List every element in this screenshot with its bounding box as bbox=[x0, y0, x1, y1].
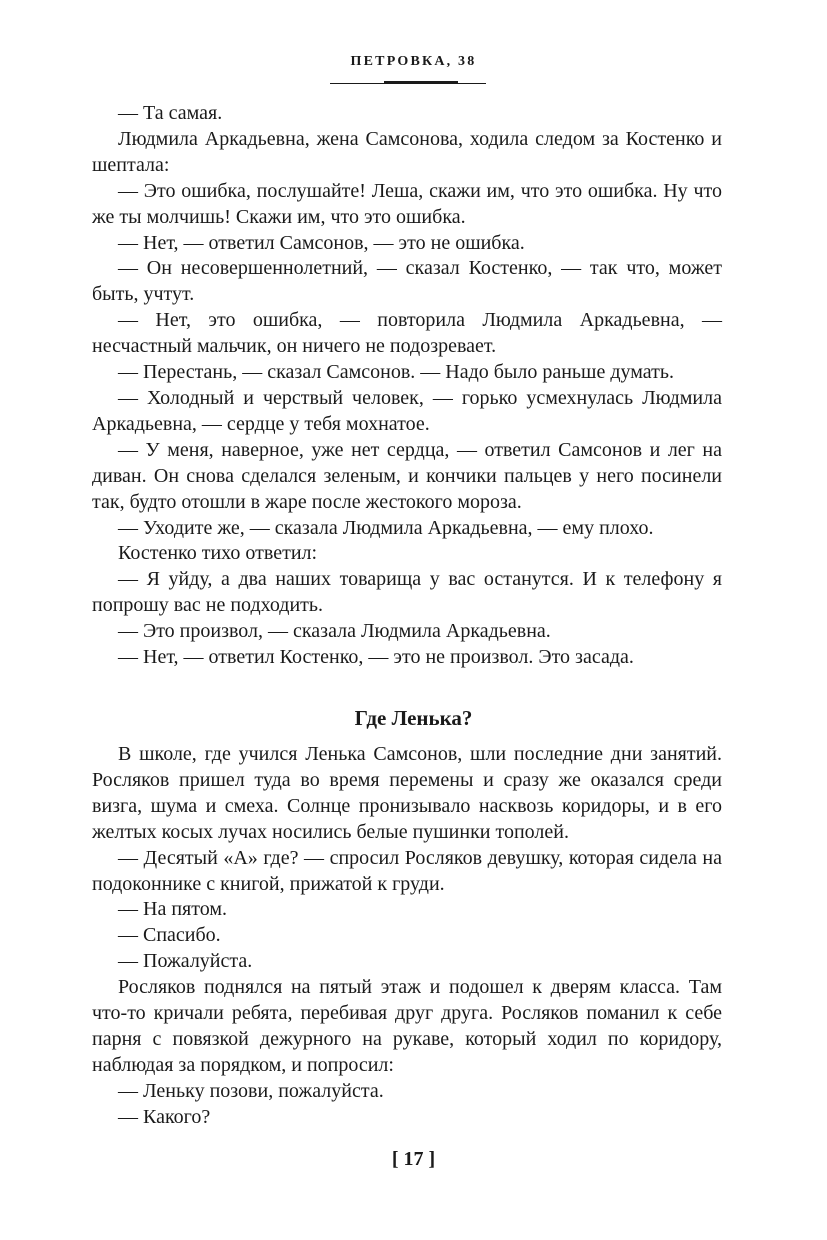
section-heading: Где Ленька? bbox=[354, 706, 473, 730]
paragraph: — Нет, — ответил Костенко, — это не произвол. Это засада. bbox=[118, 646, 634, 669]
paragraph: — Холодный и черствый человек, — горько усмехнулась Людмила Аркадьевна, — сердце у тебя мохнатое. bbox=[92, 386, 722, 435]
paragraph: Костенко тихо ответил: bbox=[118, 542, 318, 565]
paragraph: — Спасибо. bbox=[118, 924, 221, 947]
paragraph: — Десятый «А» где? — спросил Росляков девушку, которая сидела на подоконнике с книгой, прижатой к груди. bbox=[92, 846, 722, 895]
paragraph: — На пятом. bbox=[118, 898, 227, 921]
running-head: ПЕТРОВКА, 38 bbox=[350, 54, 477, 69]
paragraph: — Нет, это ошибка, — повторила Людмила Аркадьевна, — несчастный мальчик, он ничего не подозревает. bbox=[92, 309, 722, 358]
paragraph: — Перестань, — сказал Самсонов. — Надо было раньше думать. bbox=[118, 361, 674, 384]
paragraph: — Какого? bbox=[118, 1105, 211, 1128]
paragraph: В школе, где учился Ленька Самсонов, шли последние дни занятий. Росляков пришел туда во время перемены и сразу же оказался среди визга, шума и смеха. Солнце пронизывало насквозь коридоры, и в его желтых косых лучах носились белые пушинки тополей. bbox=[92, 743, 722, 843]
paragraph: Росляков поднялся на пятый этаж и подошел к дверям класса. Там что-то кричали ребята, перебивая друг друга. Росляков поманил к себе парня с повязкой дежурного на рукаве, который ходил по коридору, наблюдая за порядком, и попросил: bbox=[92, 976, 722, 1076]
paragraph: Людмила Аркадьевна, жена Самсонова, ходила следом за Костенко и шептала: bbox=[92, 127, 722, 176]
paragraph: — Пожалуйста. bbox=[118, 950, 253, 973]
paragraph: — Нет, — ответил Самсонов, — это не ошибка. bbox=[118, 231, 525, 254]
paragraph: — Уходите же, — сказала Людмила Аркадьевна, — ему плохо. bbox=[118, 516, 654, 539]
paragraph: — Это произвол, — сказала Людмила Аркадьевна. bbox=[118, 620, 551, 643]
paragraph: — Это ошибка, послушайте! Леша, скажи им, что это ошибка. Ну что же ты молчишь! Скажи им, что это ошибка. bbox=[92, 179, 722, 228]
paragraph: — Та самая. bbox=[118, 102, 223, 124]
paragraph: — Леньку позови, пожалуйста. bbox=[118, 1079, 384, 1102]
running-head-rule-accent bbox=[384, 81, 458, 84]
paragraph: — Он несовершеннолетний, — сказал Костенко, — так что, может быть, учтут. bbox=[92, 257, 722, 306]
paragraph: — Я уйду, а два наших товарища у вас останутся. И к телефону я попрошу вас не подходить. bbox=[92, 568, 722, 617]
page-number: [ 17 ] bbox=[391, 1148, 436, 1170]
body-text-section-2 bbox=[92, 742, 722, 1131]
paragraph: — У меня, наверное, уже нет сердца, — ответил Самсонов и лег на диван. Он снова сделался зеленым, и кончики пальцев у него посинели так, будто отошли в жаре после жестокого мороза. bbox=[92, 438, 722, 513]
body-text-section-1 bbox=[92, 101, 722, 671]
